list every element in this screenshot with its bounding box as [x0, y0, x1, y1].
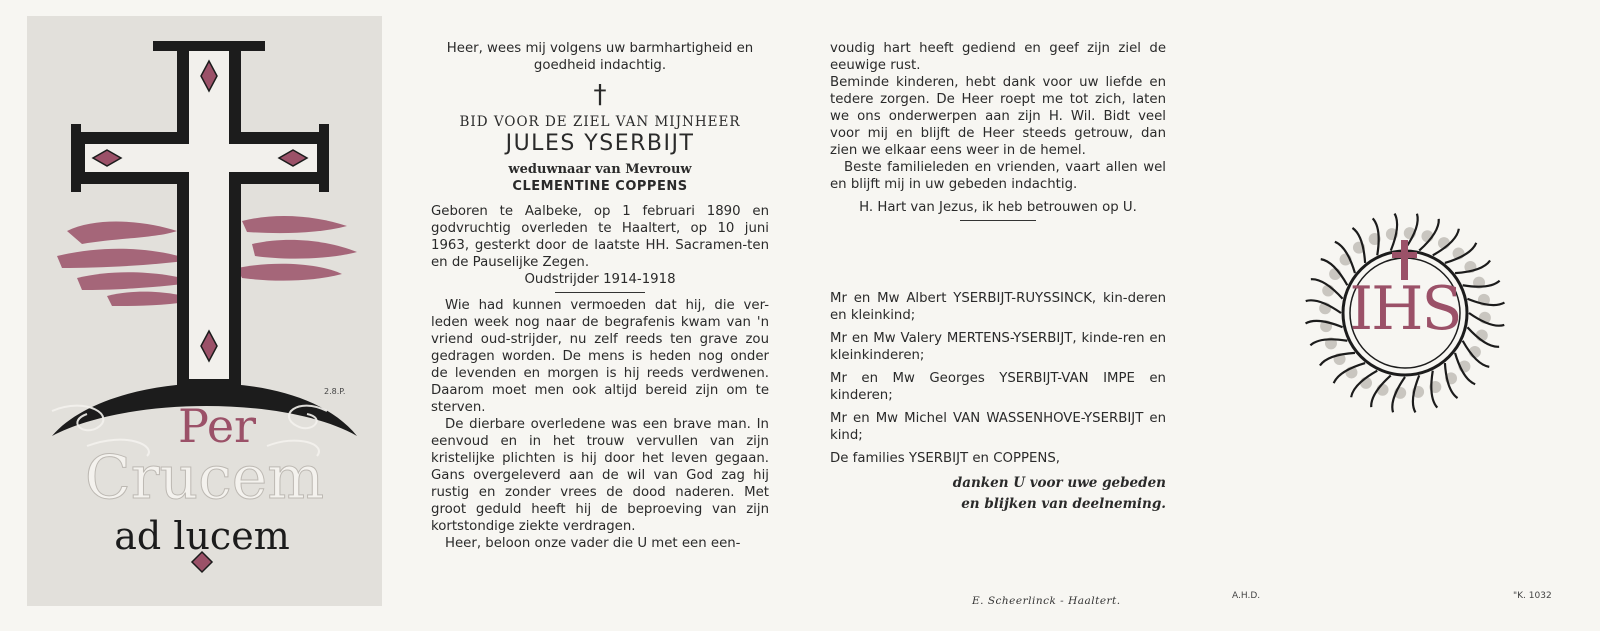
family-line: Mr en Mw Michel VAN WASSENHOVE-YSERBIJT en kind; [830, 411, 1166, 443]
printer-credit: E. Scheerlinck - Haaltert. [972, 595, 1121, 607]
artist-mark: 2.8.P. [324, 387, 346, 396]
families-list [830, 290, 1166, 515]
motto-crucem: Crucem [84, 443, 325, 513]
veteran-line: Oudstrijder 1914-1918 [524, 272, 676, 287]
widower-line: weduwnaar van Mevrouw [508, 162, 692, 177]
invocation: H. Hart van Jezus, ik heb betrouwen op U. [859, 200, 1137, 215]
continuation-text: voudig hart heeft gediend en geef zijn ziel de eeuwige rust. [830, 41, 1166, 73]
birth-death-text: Geboren te Aalbeke, op 1 februari 1890 en godvruchtig overleden te Haaltert, op 10 juni 1963, gesterkt door de laatste HH. Sacramen-ten en de Pauselijke Zegen. [431, 204, 769, 270]
ihs-letters: IHS [1349, 274, 1461, 344]
art-panel [27, 16, 382, 606]
motto-ad-lucem: ad lucem [114, 514, 290, 558]
thanks-line-2: en blijken van deelneming. [961, 496, 1166, 512]
divider-rule [555, 292, 645, 293]
thanks-line-1: danken U voor uwe gebeden [952, 475, 1166, 491]
prayer-intro: Heer, wees mij volgens uw barmhartigheid en goedheid indachtig. [446, 41, 754, 73]
bid-line: BID VOOR DE ZIEL VAN MIJNHEER [459, 114, 741, 130]
footer-mark-2: "K. 1032 [1513, 591, 1552, 601]
family-line: Mr en Mw Georges YSERBIJT-VAN IMPE en kinderen; [830, 371, 1166, 403]
paragraph-3: Heer, beloon onze vader die U met een een- [445, 536, 741, 551]
paragraph-1: Wie had kunnen vermoeden dat hij, die ver-leden week nog naar de begrafenis kwam van 'n vriend oud-strijder, nu zelf reeds ten grave zou gedragen worden. De mens is heden nog onder de levenden en morgen is hij reeds verdwenen. Daarom moet men ook altijd bereid zijn om te sterven. [431, 298, 769, 415]
family-line: Mr en Mw Valery MERTENS-YSERBIJT, kinde-ren en kleinkinderen; [830, 331, 1166, 363]
motto-per: Per [177, 399, 257, 453]
text-column-1 [431, 40, 769, 552]
paragraph-2: De dierbare overledene was een brave man. In eenvoud en in het trouw vervullen van zijn kristelijke plichten is hij door het leven gegaan. Gans overgeleverd aan de wil van God zag hij rustig en zonder vrees de dood naderen. Met groot geduld heeft hij de beproeving van zijn kortstondige ziekte verdragen. [431, 417, 769, 534]
ihs-emblem [1300, 208, 1510, 418]
cross-icon: † [593, 80, 607, 110]
family-line: Mr en Mw Albert YSERBIJT-RUYSSINCK, kin-deren en kleinkind; [830, 291, 1166, 323]
children-message: Beminde kinderen, hebt dank voor uw liefde en tedere zorgen. De Heer roept me tot zich, laten we ons onderwerpen aan zijn H. Wil. Bidt veel voor mij en blijft de Heer steeds getrouw, dan zien we elkaar eens weer in de hemel. [830, 75, 1166, 158]
spouse-name: CLEMENTINE COPPENS [512, 179, 688, 194]
footer-mark-1: A.H.D. [1232, 591, 1261, 601]
deceased-name: JULES YSERBIJT [505, 131, 695, 156]
divider-rule [960, 220, 1036, 221]
family-message: Beste familieleden en vrienden, vaart allen wel en blijft mij in uw gebeden indachtig. [830, 160, 1166, 192]
text-column-2 [830, 40, 1166, 225]
family-line: De families YSERBIJT en COPPENS, [830, 451, 1061, 466]
